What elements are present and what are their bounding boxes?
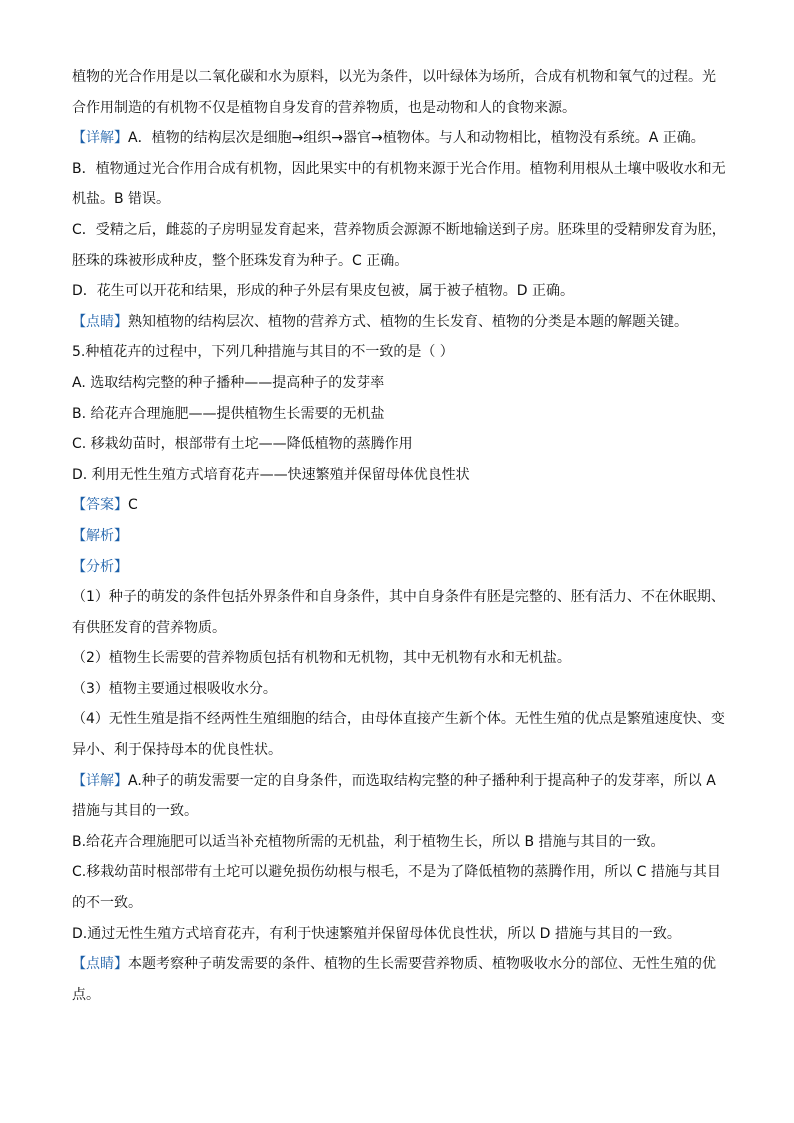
question-option-a: A. 选取结构完整的种子播种——提高种子的发芽率	[72, 374, 385, 391]
detail-tag: 【详解】	[72, 772, 128, 789]
detail-tag: 【详解】	[72, 130, 128, 147]
detail-prev-b: B．植物通过光合作用合成有机物，因此果实中的有机物来源于光合作用。植物利用根从土壤中吸收水和无	[72, 160, 726, 177]
analysis-point-1: （1）种子的萌发的条件包括外界条件和自身条件，其中自身条件有胚是完整的、胚有活力、不在休眠期、	[72, 589, 725, 606]
detail-c: C.移栽幼苗时根部带有土坨可以避免损伤幼根与根毛，不是为了降低植物的蒸腾作用，所以 C 措施与其目	[72, 864, 721, 881]
analysis-point-1: 有供胚发育的营养物质。	[72, 619, 226, 636]
answer-value: C	[128, 497, 138, 514]
analysis-point-4: （4）无性生殖是指不经两性生殖细胞的结合，由母体直接产生新个体。无性生殖的优点是繁殖速度快、变	[72, 711, 725, 728]
analysis-heading: 【解析】	[72, 527, 128, 544]
detail-d: D.通过无性生殖方式培育花卉，有利于快速繁殖并保留母体优良性状，所以 D 措施与其目的一致。	[72, 925, 681, 942]
detail-b: B.给花卉合理施肥可以适当补充植物所需的无机盐，利于植物生长，所以 B 措施与其目的一致。	[72, 833, 665, 850]
analysis-point-4: 异小、利于保持母本的优良性状。	[72, 742, 282, 759]
analysis-point-2: （2）植物生长需要的营养物质包括有机物和无机物，其中无机物有水和无机盐。	[72, 650, 571, 667]
question-option-d: D. 利用无性生殖方式培育花卉——快速繁殖并保留母体优良性状	[72, 466, 470, 483]
intro-line: 合作用制造的有机物不仅是植物自身发育的营养物质，也是动物和人的食物来源。	[72, 99, 576, 116]
detail-c: 的不一致。	[72, 895, 142, 912]
comment-prev: 【点睛】熟知植物的结构层次、植物的营养方式、植物的生长发育、植物的分类是本题的解题关键。	[72, 313, 688, 330]
comment-tag: 【点睛】	[72, 956, 128, 973]
intro-line: 植物的光合作用是以二氧化碳和水为原料，以光为条件，以叶绿体为场所，合成有机物和氧气的过程。光	[72, 69, 716, 85]
document-content	[72, 62, 727, 1010]
detail-prev-a: 【详解】A．植物的结构层次是细胞→组织→器官→植物体。与人和动物相比，植物没有系统。A 正确。	[72, 130, 705, 147]
detail-prev-b: 机盐。B 错误。	[72, 191, 171, 208]
detail-prev-c: 胚珠的珠被形成种皮，整个胚珠发育为种子。C 正确。	[72, 252, 409, 269]
comment-tag: 【点睛】	[72, 313, 128, 330]
question-option-c: C. 移栽幼苗时，根部带有土坨——降低植物的蒸腾作用	[72, 436, 413, 453]
detail-a: 措施与其目的一致。	[72, 803, 198, 820]
comment: 点。	[72, 986, 100, 1003]
detail-a: 【详解】A.种子的萌发需要一定的自身条件，而选取结构完整的种子播种利于提高种子的发芽率，所以 A	[72, 772, 716, 789]
analysis-point-3: （3）植物主要通过根吸收水分。	[72, 680, 277, 697]
answer-tag: 【答案】	[72, 497, 128, 514]
comment: 【点睛】本题考察种子萌发需要的条件、植物的生长需要营养物质、植物吸收水分的部位、无性生殖的优	[72, 956, 716, 973]
detail-prev-c: C．受精之后，雌蕊的子房明显发育起来，营养物质会源源不断地输送到子房。胚珠里的受精卵发育为胚，	[72, 221, 726, 238]
question-option-b: B. 给花卉合理施肥——提供植物生长需要的无机盐	[72, 405, 385, 422]
question-stem: 5.种植花卉的过程中，下列几种措施与其目的不一致的是（ ）	[72, 344, 454, 361]
analysis-subheading: 【分析】	[72, 558, 128, 575]
answer	[72, 490, 727, 521]
detail-prev-d: D．花生可以开花和结果，形成的种子外层有果皮包被，属于被子植物。D 正确。	[72, 283, 575, 300]
